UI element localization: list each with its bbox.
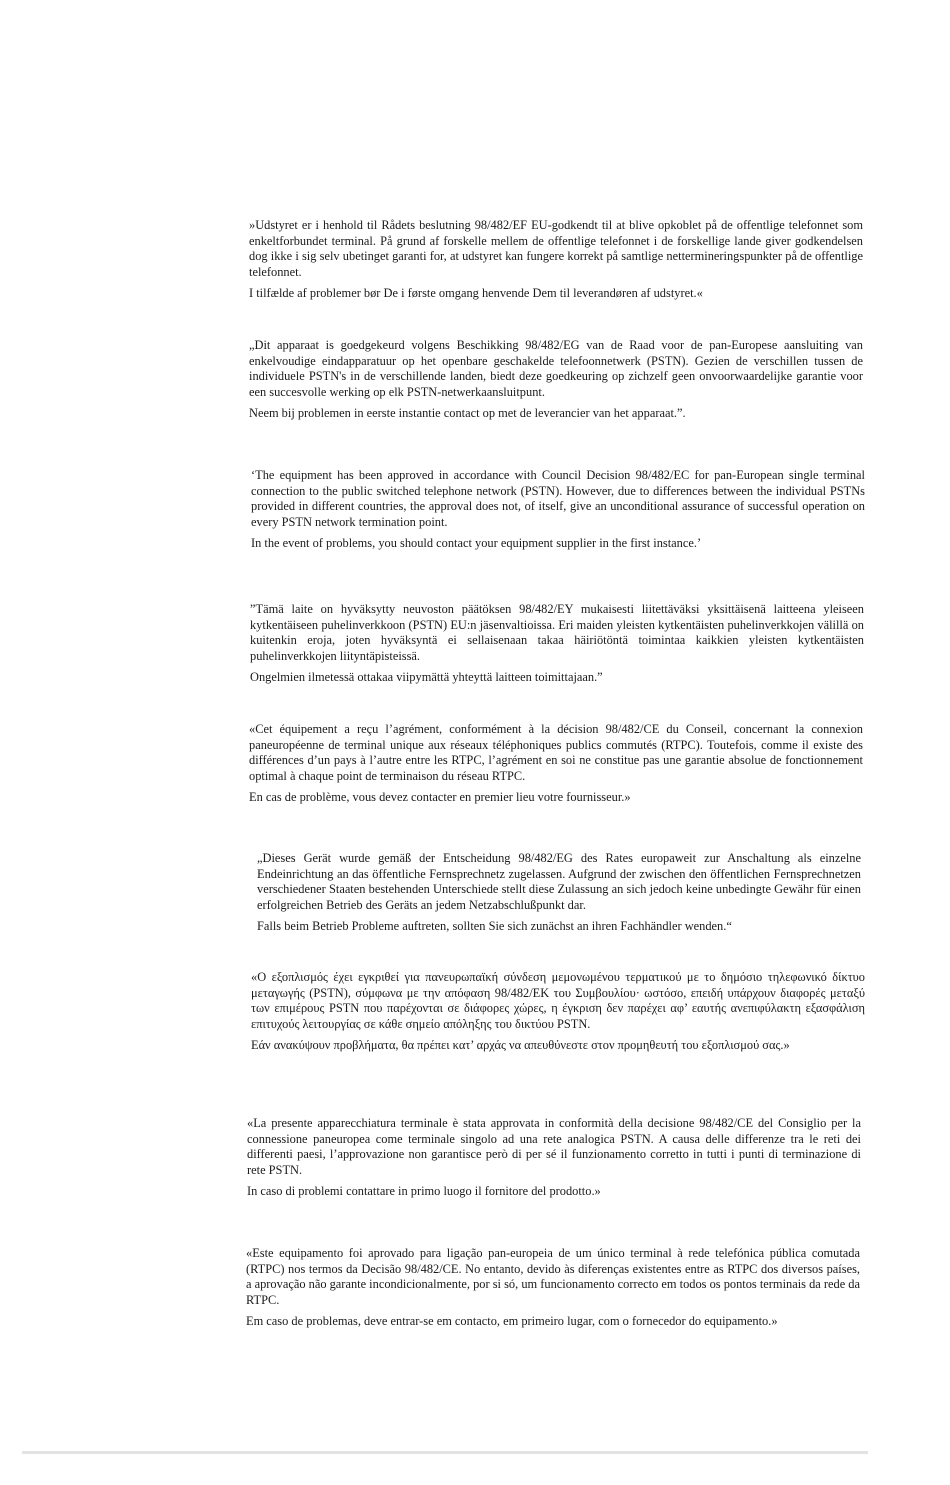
notice-portuguese (246, 1246, 860, 1330)
notice-french-approval-text: «Cet équipement a reçu l’agrément, conformément à la décision 98/482/CE du Conseil, concernant la connexion paneuropéenne de terminal unique aux réseaux téléphoniques publics commutés (RTPC). Toutefois, comme il existe des différences d’un pays à l’autre entre les RTPC, l’agrément en soi ne constitue pas une garantie absolue de fonctionnement optimal à chaque point de terminaison du réseau RTPC. (249, 722, 863, 783)
notice-greek-approval-text: «Ο εξοπλισμός έχει εγκριθεί για πανευρωπαϊκή σύνδεση μεμονωμένου τερματικού με το δημόσιο τηλεφωνικό δίκτυο μεταγωγής (PSTN), σύμφωνα με την απόφαση 98/482/ΕΚ του Συμβουλίου· ωστόσο, επειδή υπάρχουν διαφορές μεταξύ των επιμέρους PSTN που παρέχονται σε διάφορες χώρες, η έγκριση δεν παρέχει αφ’ εαυτής ανεπιφύλακτη εξασφάλιση επιτυχούς λειτουργίας σε κάθε σημείο απόληξης του δικτύου PSTN. (251, 970, 865, 1031)
notice-german-contact-text: Falls beim Betrieb Probleme auftreten, sollten Sie sich zunächst an ihren Fachhändler wenden.“ (257, 919, 732, 934)
notice-italian-contact-text: In caso di problemi contattare in primo luogo il fornitore del prodotto.» (247, 1184, 601, 1199)
notice-english (251, 468, 865, 552)
notice-greek-contact-text: Εάν ανακύψουν προβλήματα, θα πρέπει κατ’ αρχάς να απευθύνεστε στον προμηθευτή του εξοπλισμού σας.» (251, 1038, 790, 1053)
notice-finnish-contact-text: Ongelmien ilmetessä ottakaa viipymättä yhteyttä laitteen toimittajaan.” (250, 670, 603, 685)
notice-danish (249, 218, 863, 302)
notice-italian-approval-text: «La presente apparecchiatura terminale è stata approvata in conformità della decisione 98/482/CE del Consiglio per la connessione paneuropea come terminale singolo ad una rete analogica PSTN. A causa delle differenze tra le reti dei differenti paesi, l’approvazione non garantisce però di per sé il funzionamento corretto in tutti i punti di terminazione di rete PSTN. (247, 1116, 861, 1177)
notice-finnish (250, 602, 864, 686)
notice-english-contact-text: In the event of problems, you should contact your equipment supplier in the first instance.’ (251, 536, 702, 551)
notice-dutch-contact-text: Neem bij problemen in eerste instantie contact op met de leverancier van het apparaat.”. (249, 406, 686, 421)
notice-dutch (249, 338, 863, 422)
notice-german (257, 851, 861, 935)
notice-english-approval-text: ‘The equipment has been approved in accordance with Council Decision 98/482/EC for pan-European single terminal connection to the public switched telephone network (PSTN). However, due to differences between the individual PSTNs provided in different countries, the approval does not, of itself, give an unconditional assurance of successful operation on every PSTN network termination point. (251, 468, 865, 529)
notice-portuguese-approval-text: «Este equipamento foi aprovado para ligação pan-europeia de um único terminal à rede telefónica pública comutada (RTPC) nos termos da Decisão 98/482/CE. No entanto, devido às diferenças existentes entre as RTPC dos diversos países, a aprovação não garante incondicionalmente, por si só, um funcionamento correcto em todos os pontos terminais da rede da RTPC. (246, 1246, 860, 1307)
footer-divider (22, 1451, 868, 1454)
notice-danish-approval-text: »Udstyret er i henhold til Rådets beslutning 98/482/EF EU-godkendt til at blive opkoblet på de offentlige telefonnet som enkeltforbundet terminal. På grund af forskelle mellem de offentlige telefonnet i de forskellige lande giver godkendelsen dog ikke i sig selv ubetinget garanti for, at udstyret kan fungere korrekt på samtlige nettermineringspunkter på de offentlige telefonnet. (249, 218, 863, 279)
notice-french (249, 722, 863, 806)
notice-portuguese-contact-text: Em caso de problemas, deve entrar-se em contacto, em primeiro lugar, com o fornecedor do equipamento.» (246, 1314, 778, 1329)
notice-danish-contact-text: I tilfælde af problemer bør De i første omgang henvende Dem til leverandøren af udstyret.« (249, 286, 703, 301)
notice-french-contact-text: En cas de problème, vous devez contacter en premier lieu votre fournisseur.» (249, 790, 631, 805)
notice-greek (251, 970, 865, 1054)
notice-finnish-approval-text: ”Tämä laite on hyväksytty neuvoston päätöksen 98/482/EY mukaisesti liitettäväksi yksittäisenä laitteena yleiseen kytkentäiseen puhelinverkkoon (PSTN) EU:n jäsenvaltioissa. Eri maiden yleisten kytkentäisten puhelinverkkojen välillä on kuitenkin eroja, joten hyväksyntä ei sellaisenaan takaa häiriötöntä toimintaa kaikkien yleisten kytkentäisten puhelinverkkojen liityntäpisteissä. (250, 602, 864, 663)
notice-dutch-approval-text: „Dit apparaat is goedgekeurd volgens Beschikking 98/482/EG van de Raad voor de pan-Europese aansluiting van enkelvoudige eindapparatuur op het openbare geschakelde telefoonnetwerk (PSTN). Gezien de verschillen tussen de individuele PSTN's in de verschillende landen, biedt deze goedkeuring op zichzelf geen onvoorwaardelijke garantie voor een succesvolle werking op elk PSTN-netwerkaansluitpunt. (249, 338, 863, 399)
notice-italian (247, 1116, 861, 1200)
notice-german-approval-text: „Dieses Gerät wurde gemäß der Entscheidung 98/482/EG des Rates europaweit zur Anschaltung als einzelne Endeinrichtung an das öffentliche Fernsprechnetz zugelassen. Aufgrund der zwischen den öffentlichen Fernsprechnetzen verschiedener Staaten bestehenden Unterschiede stellt diese Zulassung an sich jedoch keine unbedingte Gewähr für einen erfolgreichen Betrieb des Geräts an jedem Netzabschlußpunkt dar. (257, 851, 861, 912)
